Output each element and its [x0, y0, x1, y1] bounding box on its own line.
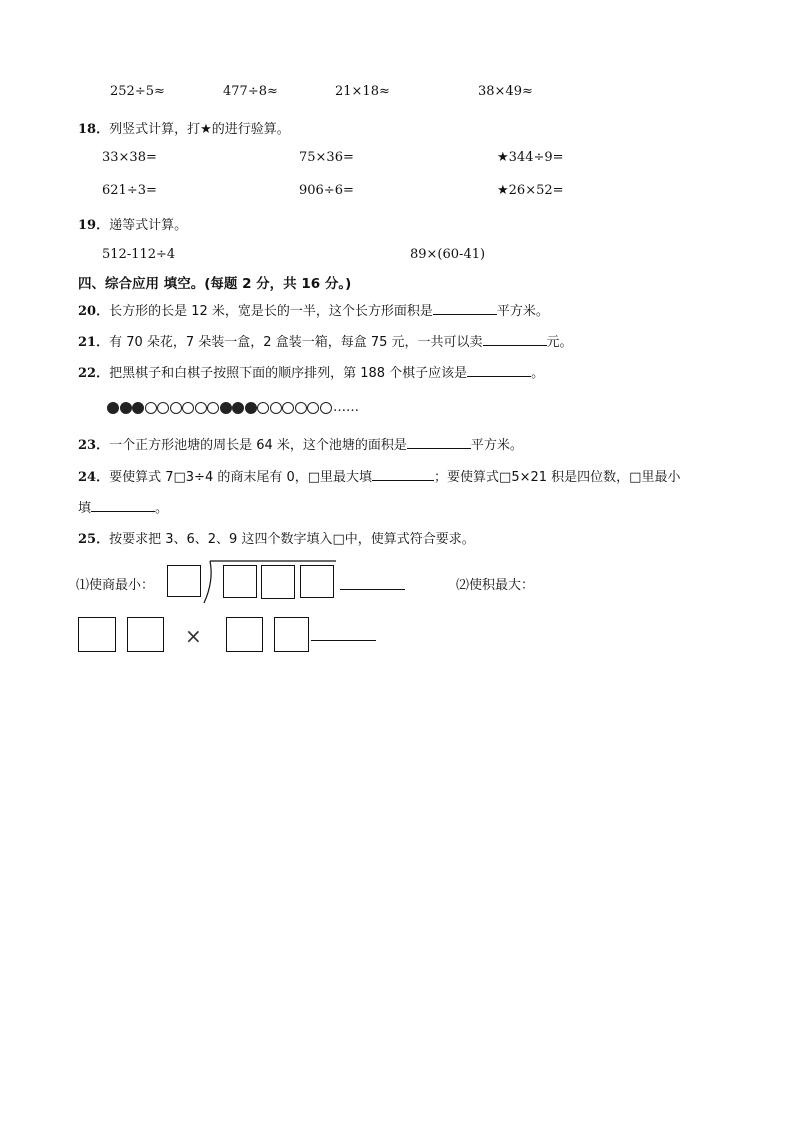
answer-blank[interactable] — [407, 436, 471, 449]
question-text: 填 — [78, 501, 92, 516]
question-20 — [78, 300, 549, 319]
black-piece — [132, 402, 144, 414]
question-text-end: 平方米。 — [470, 438, 523, 453]
answer-blank-product[interactable] — [311, 640, 376, 641]
digit-box-factor2-2[interactable] — [274, 617, 309, 652]
answer-blank[interactable] — [467, 364, 531, 377]
q18-item-3: ★344÷9= — [497, 150, 564, 165]
question-23 — [78, 434, 523, 453]
q18-item-5: 906÷6= — [299, 183, 354, 198]
question-24-line2 — [78, 497, 168, 516]
question-18 — [78, 118, 290, 137]
question-text-end: 平方米。 — [496, 304, 549, 319]
digit-box-factor1-2[interactable] — [127, 617, 164, 652]
question-text: 要使算式 7□3÷4 的商末尾有 0，□里最大填 — [109, 470, 373, 485]
digit-box-dividend-3[interactable] — [300, 565, 334, 598]
question-text-middle: ；要使算式□5×21 积是四位数，□里最小 — [434, 470, 681, 485]
question-text: 按要求把 3、6、2、9 这四个数字填入□中，使算式符合要求。 — [109, 532, 475, 547]
answer-blank[interactable] — [433, 302, 497, 315]
question-text: 递等式计算。 — [109, 218, 188, 233]
answer-blank[interactable] — [483, 333, 547, 346]
white-piece — [320, 402, 332, 414]
question-text: 列竖式计算，打★的进行验算。 — [109, 122, 290, 137]
q19-item-2: 89×(60-41) — [410, 247, 486, 262]
white-piece — [295, 402, 307, 414]
answer-blank-2[interactable] — [91, 499, 155, 512]
pattern-ellipsis: …… — [333, 400, 359, 415]
answer-blank-1[interactable] — [372, 468, 434, 481]
question-22 — [78, 362, 544, 381]
question-number: 22． — [78, 366, 110, 381]
q18-item-1: 33×38= — [102, 150, 157, 165]
white-piece — [270, 402, 282, 414]
question-number: 23． — [78, 438, 110, 453]
digit-box-factor1-1[interactable] — [78, 617, 116, 652]
answer-blank-quotient[interactable] — [340, 589, 405, 590]
white-piece — [282, 402, 294, 414]
white-piece — [195, 402, 207, 414]
question-19 — [78, 214, 187, 233]
question-number: 18． — [78, 122, 110, 137]
white-piece — [307, 402, 319, 414]
chess-piece-pattern — [107, 400, 359, 414]
q19-item-1: 512-112÷4 — [102, 247, 176, 262]
black-piece — [232, 402, 244, 414]
estimate-item-4: 38×49≈ — [478, 84, 533, 99]
question-number: 24． — [78, 470, 110, 485]
estimate-item-3: 21×18≈ — [335, 84, 390, 99]
estimate-item-1: 252÷5≈ — [110, 84, 165, 99]
black-piece — [220, 402, 232, 414]
q18-item-2: 75×36= — [299, 150, 354, 165]
times-sign: × — [185, 624, 202, 648]
question-24 — [78, 466, 680, 485]
digit-box-factor2-1[interactable] — [226, 617, 263, 652]
question-text: 长方形的长是 12 米，宽是长的一半，这个长方形面积是 — [109, 304, 433, 319]
question-text: 把黑棋子和白棋子按照下面的顺序排列，第 188 个棋子应该是 — [109, 366, 468, 381]
white-piece — [257, 402, 269, 414]
question-21 — [78, 331, 573, 350]
question-text: 一个正方形池塘的周长是 64 米，这个池塘的面积是 — [109, 438, 407, 453]
white-piece — [145, 402, 157, 414]
q18-item-6: ★26×52= — [497, 183, 564, 198]
question-text-end: 。 — [531, 366, 545, 381]
digit-box-dividend-2[interactable] — [261, 565, 295, 599]
question-text-end: 元。 — [546, 335, 573, 350]
sub-question-2-label: ⑵使积最大： — [456, 578, 535, 593]
white-piece — [170, 402, 182, 414]
white-piece — [207, 402, 219, 414]
black-piece — [245, 402, 257, 414]
black-piece — [120, 402, 132, 414]
white-piece — [182, 402, 194, 414]
white-piece — [157, 402, 169, 414]
digit-box-dividend-1[interactable] — [223, 565, 257, 598]
question-25 — [78, 528, 475, 547]
q18-item-4: 621÷3= — [102, 183, 157, 198]
estimate-item-2: 477÷8≈ — [223, 84, 278, 99]
question-number: 19． — [78, 218, 110, 233]
black-piece — [107, 402, 119, 414]
question-text-end: 。 — [155, 501, 169, 516]
question-text: 有 70 朵花，7 朵装一盒，2 盒装一箱，每盒 75 元，一共可以卖 — [109, 335, 483, 350]
question-number: 21． — [78, 335, 110, 350]
question-number: 20． — [78, 304, 110, 319]
section-title: 四、综合应用 填空。(每题 2 分，共 16 分。) — [78, 276, 352, 292]
sub-question-1-label: ⑴使商最小： — [76, 578, 155, 593]
question-number: 25． — [78, 532, 110, 547]
